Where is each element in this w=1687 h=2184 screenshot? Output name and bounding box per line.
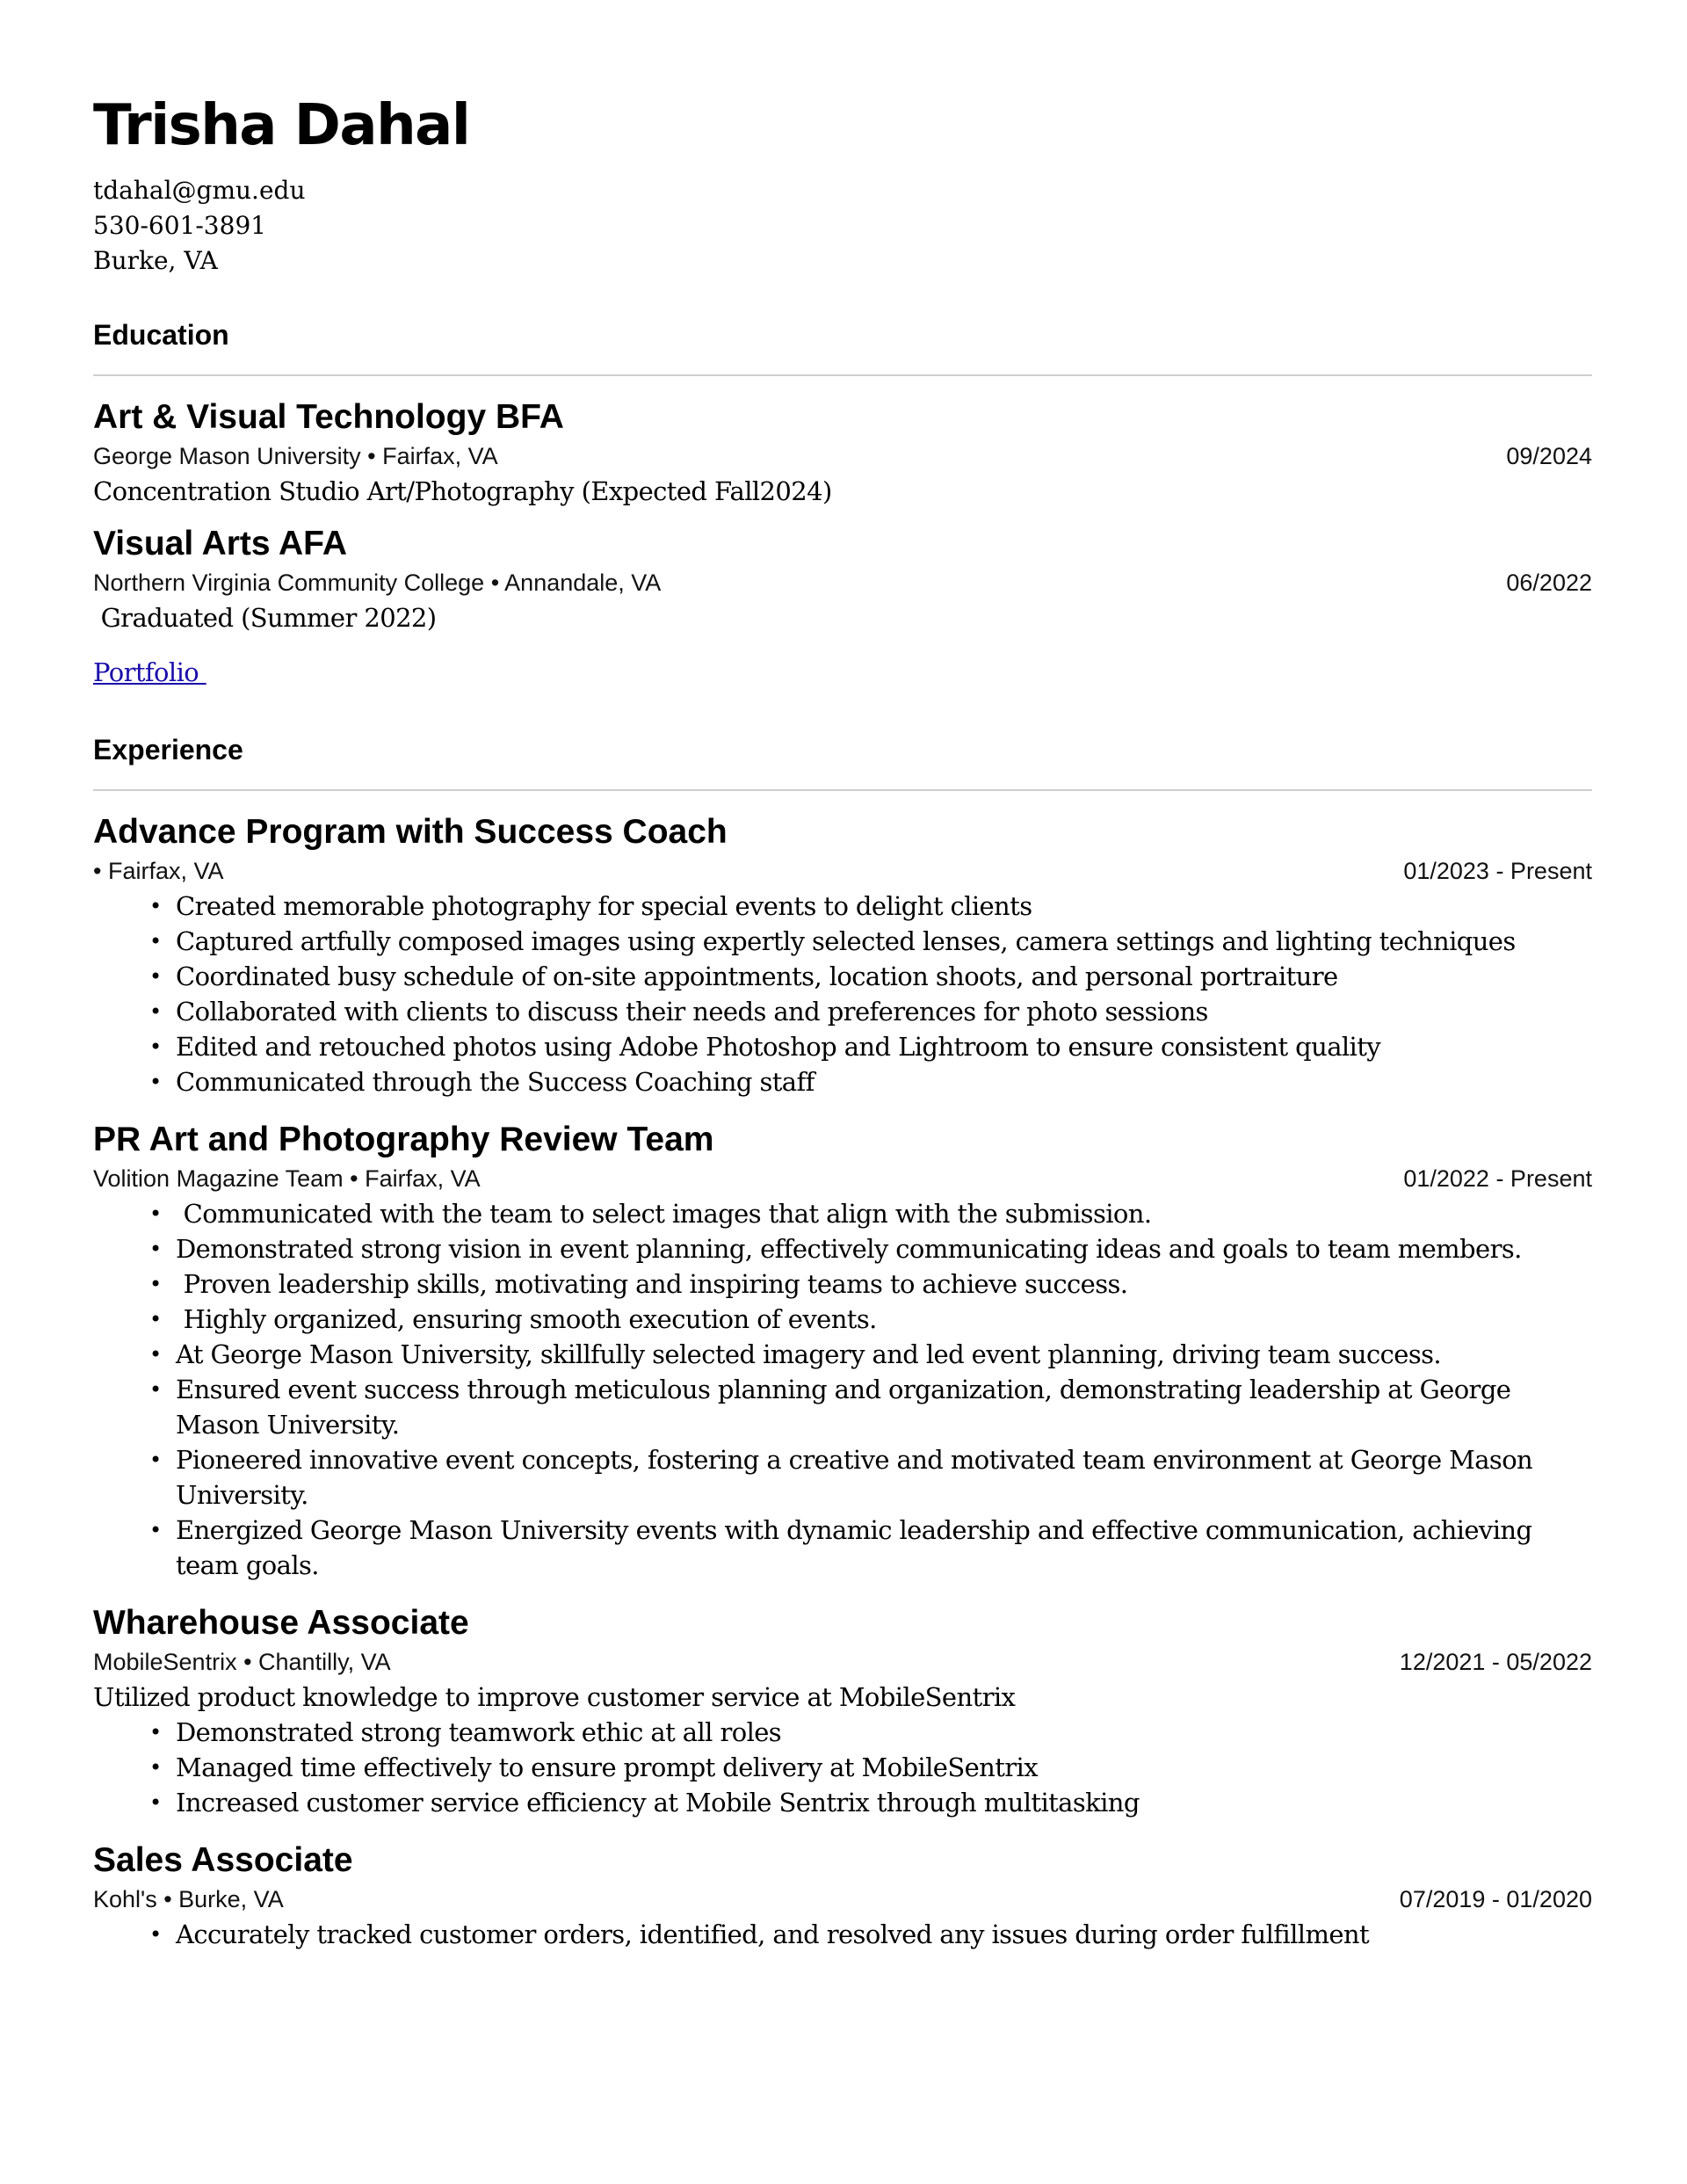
organization-location: • Fairfax, VA <box>93 858 224 884</box>
role-summary: Utilized product knowledge to improve customer service at MobileSentrix <box>93 1682 1016 1712</box>
entry-meta <box>93 1161 1592 1196</box>
email-text: tdahal@gmu.edu <box>93 176 306 205</box>
degree-detail: Graduated (Summer 2022) <box>93 603 437 633</box>
entry-date: 01/2022 - Present <box>1403 1165 1592 1192</box>
organization-location: Volition Magazine Team • Fairfax, VA <box>93 1165 481 1192</box>
list-item: • Demonstrated strong vision in event planning, effectively communicating ideas and goals to team members. <box>176 1231 1592 1266</box>
location-text: Burke, VA <box>93 246 218 275</box>
section-title-education: Education <box>93 319 229 351</box>
bullet-list <box>93 889 1592 1099</box>
education-entry <box>93 523 1592 635</box>
list-item: • Demonstrated strong teamwork ethic at all roles <box>176 1715 1592 1750</box>
list-item: • Captured artfully composed images using expertly selected lenses, camera settings and lighting techniques <box>176 924 1592 959</box>
list-item: • Increased customer service efficiency at Mobile Sentrix through multitasking <box>176 1785 1592 1820</box>
contact-block <box>93 173 1592 279</box>
degree-title: Art & Visual Technology BFA <box>93 398 564 436</box>
section-divider <box>93 789 1592 791</box>
experience-entry <box>93 1839 1592 1952</box>
list-item: • Pioneered innovative event concepts, fostering a creative and motivated team environment at George Mason University. <box>176 1442 1592 1513</box>
role-title: Wharehouse Associate <box>93 1604 469 1642</box>
list-item: • Edited and retouched photos using Adobe Photoshop and Lightroom to ensure consistent quality <box>176 1029 1592 1064</box>
entry-date: 12/2021 - 05/2022 <box>1399 1649 1592 1675</box>
role-title: PR Art and Photography Review Team <box>93 1121 714 1158</box>
entry-date: 07/2019 - 01/2020 <box>1399 1886 1592 1912</box>
degree-detail: Concentration Studio Art/Photography (Expected Fall2024) <box>93 476 832 506</box>
entry-meta <box>93 853 1592 889</box>
entry-meta <box>93 439 1592 474</box>
entry-date: 01/2023 - Present <box>1403 858 1592 884</box>
degree-title: Visual Arts AFA <box>93 525 347 562</box>
list-item: • At George Mason University, skillfully selected imagery and led event planning, driving team success. <box>176 1337 1592 1372</box>
organization-location: Kohl's • Burke, VA <box>93 1886 284 1912</box>
education-entry <box>93 396 1592 509</box>
entry-meta <box>93 565 1592 600</box>
list-item: • Communicated through the Success Coaching staff <box>176 1064 1592 1099</box>
bullet-list <box>93 1715 1592 1820</box>
school-location: George Mason University • Fairfax, VA <box>93 443 498 469</box>
phone-text: 530-601-3891 <box>93 211 267 240</box>
bullet-list <box>93 1196 1592 1583</box>
candidate-name: Trisha Dahal <box>93 93 470 158</box>
list-item: • Coordinated busy schedule of on-site appointments, location shoots, and personal portraiture <box>176 959 1592 994</box>
list-item: • Energized George Mason University events with dynamic leadership and effective communication, achieving team goals. <box>176 1513 1592 1583</box>
list-item: • Highly organized, ensuring smooth execution of events. <box>176 1302 1592 1337</box>
organization-location: MobileSentrix • Chantilly, VA <box>93 1649 391 1675</box>
resume-page <box>93 83 1592 1952</box>
experience-entry <box>93 811 1592 1099</box>
list-item: • Collaborated with clients to discuss their needs and preferences for photo sessions <box>176 994 1592 1029</box>
education-section <box>93 317 1592 690</box>
list-item: • Accurately tracked customer orders, identified, and resolved any issues during order fulfillment <box>176 1917 1592 1952</box>
section-divider <box>93 374 1592 376</box>
list-item: • Managed time effectively to ensure prompt delivery at MobileSentrix <box>176 1750 1592 1785</box>
list-item: • Created memorable photography for special events to delight clients <box>176 889 1592 924</box>
bullet-list <box>93 1917 1592 1952</box>
entry-date: 09/2024 <box>1506 443 1592 469</box>
entry-date: 06/2022 <box>1506 570 1592 596</box>
list-item: • Proven leadership skills, motivating and inspiring teams to achieve success. <box>176 1266 1592 1302</box>
experience-entry <box>93 1119 1592 1583</box>
section-title-experience: Experience <box>93 734 243 765</box>
entry-meta <box>93 1644 1592 1680</box>
experience-entry <box>93 1602 1592 1820</box>
role-title: Sales Associate <box>93 1841 353 1879</box>
experience-section <box>93 732 1592 1952</box>
list-item: • Communicated with the team to select images that align with the submission. <box>176 1196 1592 1231</box>
school-location: Northern Virginia Community College • Annandale, VA <box>93 570 662 596</box>
entry-meta <box>93 1882 1592 1917</box>
role-title: Advance Program with Success Coach <box>93 813 728 851</box>
list-item: • Ensured event success through meticulous planning and organization, demonstrating leadership at George Mason University. <box>176 1372 1592 1442</box>
portfolio-link[interactable]: Portfolio <box>93 657 206 687</box>
